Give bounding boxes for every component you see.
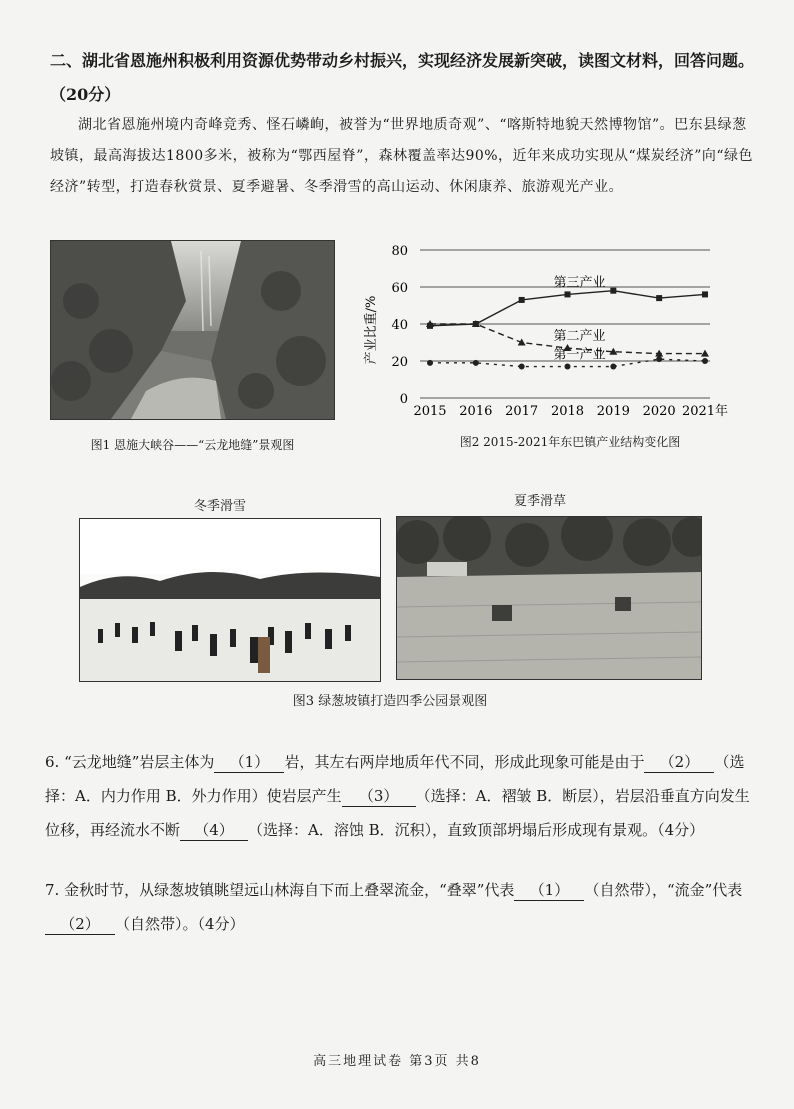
q6-text-2: 岩，其左右两岸地质年代不同，形成此现象可能是由于 [284,753,645,771]
y-tick-label: 40 [391,318,408,333]
winter-ski-title: 冬季滑雪 [193,499,246,514]
q7-blank-1[interactable]: （1） [514,880,584,901]
q6-blank-1[interactable]: （1） [214,752,284,773]
question-6-number: 6. [45,753,60,771]
y-tick-label: 20 [391,355,408,370]
data-point [610,364,616,370]
reading-passage: 湖北省恩施州境内奇峰竞秀、怪石嶙峋，被誉为“世界地质奇观”、“喀斯特地貌天然博物馆”。巴东县绿葱坡镇，最高海拔达1800多米，被称为“鄂西屋脊”，森林覆盖率达90%，近年来成功实现从“煤炭经济”向“绿色经济”转型，打造春秋赏景、夏季避暑、冬季滑雪的高山运动、休闲康养、旅游观光产业。 [50,117,754,195]
y-tick-label: 80 [391,244,408,259]
q6-text-3: （选择：A．内力作用 B．外力作用）使岩层产生 [45,753,745,805]
canyon-photo [50,240,335,420]
q7-text-1: 金秋时节，从绿葱坡镇眺望远山林海自下而上叠翠流金，“叠翠”代表 [64,881,515,899]
x-tick-label: 2018 [550,404,585,419]
data-point [701,350,709,357]
q6-text-1: “云龙地缝”岩层主体为 [64,753,215,771]
summer-grass-ski-photo [396,516,702,680]
x-tick-label: 2016 [459,404,493,419]
question-7-number: 7. [45,881,60,899]
q7-blank-2[interactable]: （2） [45,914,115,935]
winter-ski-photo [79,518,381,682]
figure3-caption: 图3 绿葱坡镇打造四季公园景观图 [292,694,488,709]
q6-blank-3[interactable]: （3） [342,786,416,807]
data-point [519,364,525,370]
question-6 [45,745,760,847]
data-point [702,358,708,364]
data-point [656,356,662,362]
industry-structure-chart [355,238,755,423]
series-label: 第三产业 [553,275,606,291]
q7-text-2: （自然带），“流金”代表 [584,881,743,899]
y-axis-label: 产业比重/% [364,295,379,365]
page-footer: 高三地理试卷 第3页 共8 [313,1054,481,1069]
data-point [565,291,571,297]
q6-blank-4[interactable]: （4） [180,820,248,841]
x-tick-label: 2020 [642,404,676,419]
x-tick-label: 2017 [505,404,539,419]
y-tick-label: 0 [399,392,408,407]
q7-text-3: （自然带）。（4分） [115,915,245,933]
data-point [565,364,571,370]
figure1-caption: 图1 恩施大峡谷——“云龙地缝”景观图 [90,438,295,452]
y-tick-label: 60 [391,281,408,296]
x-tick-label: 2019 [596,404,630,419]
section-heading: 二、湖北省恩施州积极利用资源优势带动乡村振兴，实现经济发展新突破，读图文材料，回答问题。（20分） [50,51,755,104]
q6-text-5: （选择：A．溶蚀 B．沉积），直致顶部坍塌后形成现有景观。（4分） [248,821,705,839]
data-point [473,360,479,366]
summer-grass-ski-title: 夏季滑草 [513,494,566,509]
x-tick-label: 2021年 [681,404,729,419]
series-label: 第一产业 [553,347,606,363]
x-tick-label: 2015 [413,404,447,419]
series-label: 第二产业 [553,329,606,345]
q6-blank-2[interactable]: （2） [644,752,714,773]
question-7 [45,873,760,941]
figure2-caption: 图2 2015-2021年东巴镇产业结构变化图 [459,435,681,449]
q6-text-4: （选择：A．褶皱 B．断层），岩层沿垂直方向发生位移，再经流水不断 [45,787,750,839]
data-point [702,291,708,297]
data-point [656,295,662,301]
data-point [519,297,525,303]
data-point [610,288,616,294]
data-point [427,360,433,366]
